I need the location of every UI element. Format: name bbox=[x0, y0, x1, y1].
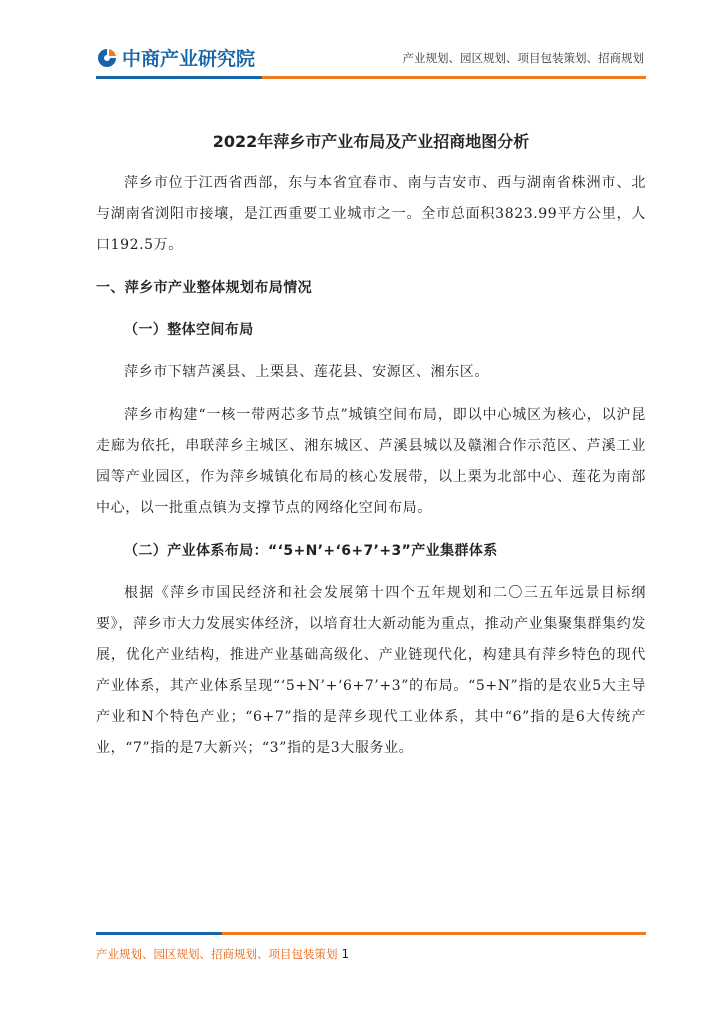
industry-system-paragraph: 根据《萍乡市国民经济和社会发展第十四个五年规划和二〇三五年远景目标纲要》，萍乡市大力发展实体经济，以培育壮大新动能为重点，推动产业集聚集群集约发展，优化产业结构，推进产业基础高级化、产业链现代化，构建具有萍乡特色的现代产业体系，其产业体系呈现“‘5+N’+‘6+7’+3”的布局。“5+N”指的是农业5大主导产业和N个特色产业；“6+7”指的是萍乡现代工业体系，其中“6”指的是6大传统产业，“7”指的是7大新兴；“3”指的是3大服务业。 bbox=[96, 585, 646, 756]
page-header bbox=[0, 0, 724, 80]
header-divider-blue bbox=[96, 76, 262, 79]
footer-divider-blue bbox=[96, 932, 222, 935]
spatial-layout-paragraph: 萍乡市构建“一核一带两芯多节点”城镇空间布局，即以中心城区为核心，以沪昆走廊为依托，串联萍乡主城区、湘东城区、芦溪县城以及赣湘合作示范区、芦溪工业园等产业园区，作为萍乡城镇化布局的核心发展带，以上栗为北部中心、莲花为南部中心，以一批重点镇为支撑节点的网络化空间布局。 bbox=[96, 407, 646, 516]
footer-tagline: 产业规划、园区规划、招商规划、项目包装策划 bbox=[96, 947, 338, 961]
footer-divider-orange bbox=[222, 932, 646, 935]
document-body bbox=[96, 128, 646, 776]
section-heading: 一、萍乡市产业整体规划布局情况 bbox=[96, 280, 312, 296]
logo-text: 中商产业研究院 bbox=[122, 48, 256, 70]
header-divider-orange bbox=[262, 76, 646, 79]
subsection-heading-industry: （二）产业体系布局：“‘5+N’+‘6+7’+3”产业集群体系 bbox=[124, 543, 498, 559]
page-footer bbox=[96, 946, 349, 962]
header-tagline: 产业规划、园区规划、项目包装策划、招商规划 bbox=[402, 51, 644, 65]
logo-mark-icon bbox=[96, 47, 118, 69]
districts-paragraph: 萍乡市下辖芦溪县、上栗县、莲花县、安源区、湘东区。 bbox=[124, 364, 489, 380]
subsection-heading-spatial: （一）整体空间布局 bbox=[124, 322, 254, 338]
company-logo bbox=[96, 44, 255, 71]
page-number: 1 bbox=[341, 947, 350, 961]
document-title: 2022年萍乡市产业布局及产业招商地图分析 bbox=[212, 132, 530, 151]
intro-paragraph: 萍乡市位于江西省西部，东与本省宜春市、南与吉安市、西与湖南省株洲市、北与湖南省浏阳市接壤，是江西重要工业城市之一。全市总面积3823.99平方公里，人口192.5万。 bbox=[96, 175, 646, 253]
